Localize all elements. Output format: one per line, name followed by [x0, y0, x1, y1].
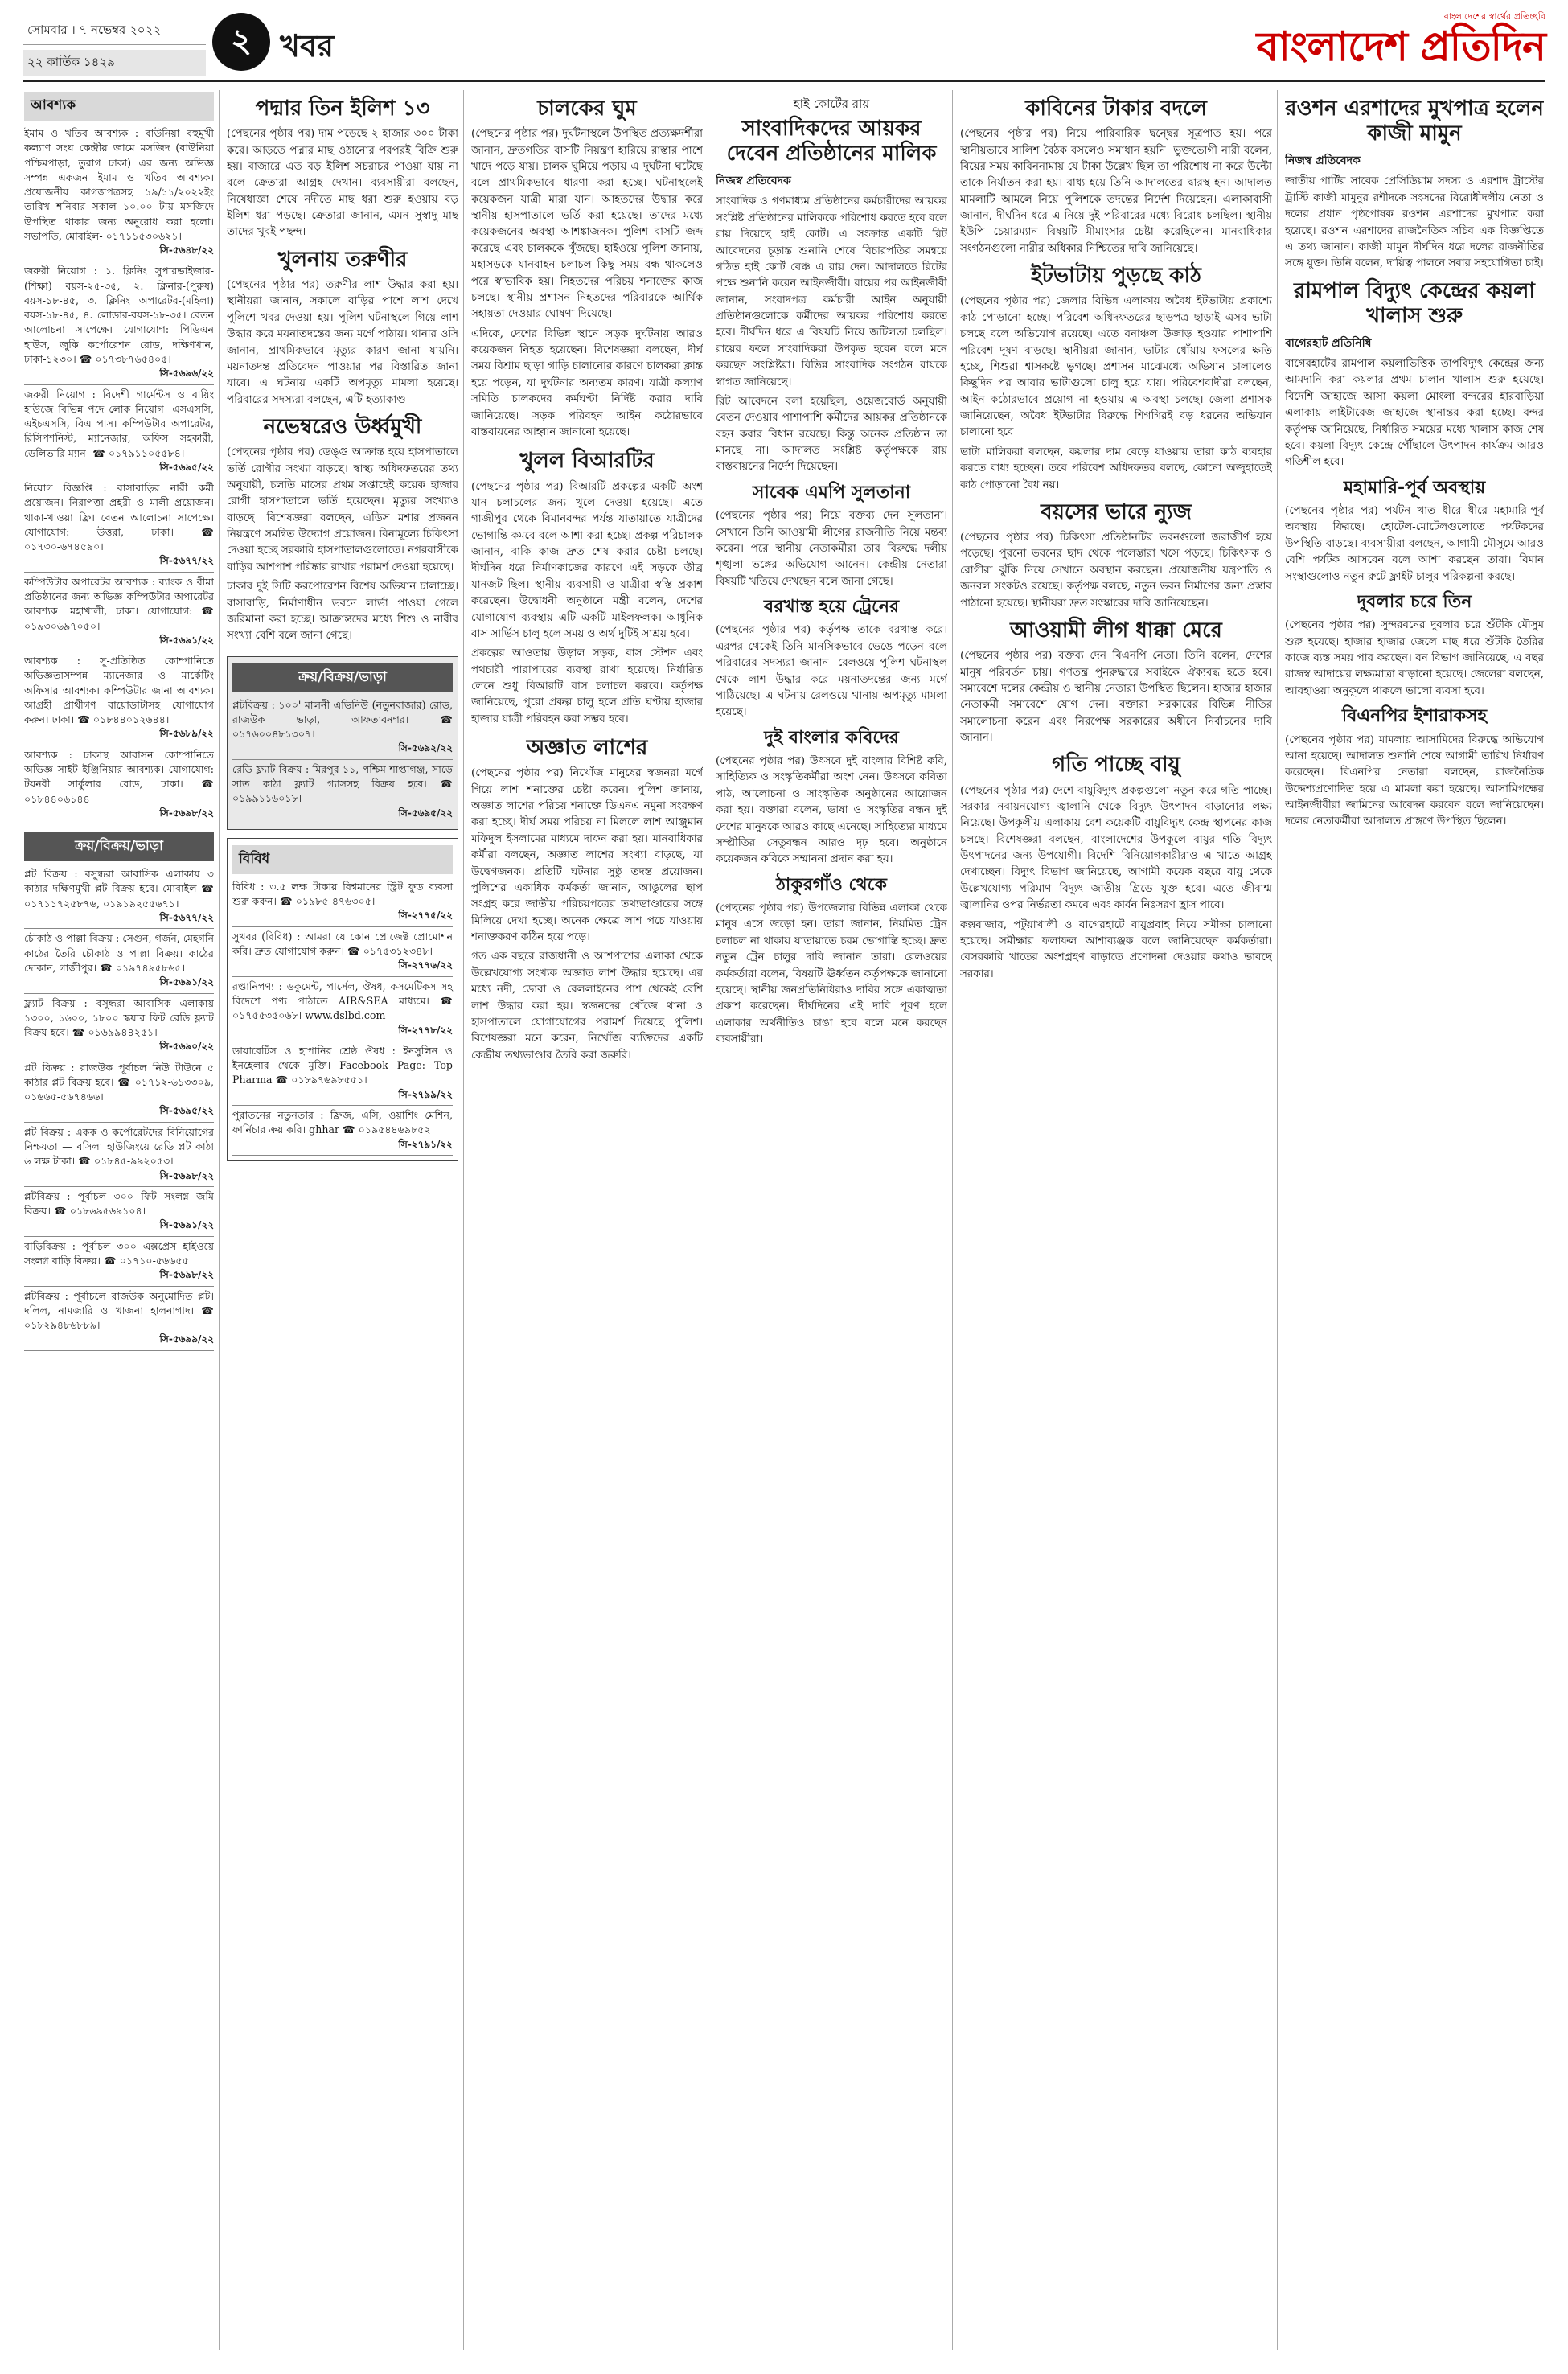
story-body: (পেছনের পৃষ্ঠার পর) তরুণীর লাশ উদ্ধার করা হয়। স্থানীয়রা জানান, সকালে বাড়ির পাশে লাশ দেখে পুলিশে খবর দেওয়া হয়। পুলিশ ঘটনাস্থলে গিয়ে লাশ উদ্ধার করে ময়নাতদন্তের জন্য মর্গে পাঠায়। থানার ওসি জানান, প্রাথমিকভাবে মৃত্যুর কারণ জানা যায়নি। ময়নাতদন্ত প্রতিবেদন পাওয়ার পর বিস্তারিত জানা যাবে। এ ঘটনায় একটি অপমৃত্যু মামলা হয়েছে। পরিবারের সদস্যরা বলছেন, এটি হত্যাকাণ্ড।: [227, 279, 458, 406]
classified-ad: [24, 478, 214, 573]
story-bnp-ishraq: [1285, 706, 1544, 831]
classified-ad: [232, 977, 453, 1041]
classified-ad-text: প্লট বিক্রয় : রাজউক পূর্বাচল নিউ টাউনে ৫ কাঠার প্লট বিক্রয় হবে। ☎ ০১৭১২-৬১৩৩০৯, ০১৬৬৫-৫৬৭৪৬৬।: [24, 1061, 214, 1103]
story-body: (পেছনের পৃষ্ঠার পর) চিকিৎসা প্রতিষ্ঠানটির ভবনগুলো জরাজীর্ণ হয়ে পড়েছে। পুরনো ভবনের ছাদ থেকে পলেস্তারা খসে পড়ছে। চিকিৎসক ও রোগীরা ঝুঁকি নিয়ে সেখানে অবস্থান করছেন। প্রয়োজনীয় যন্ত্রপাতি ও জনবল সংকটও রয়েছে। কর্তৃপক্ষ বলছে, নতুন ভবন নির্মাণের জন্য প্রস্তাব পাঠানো হয়েছে। স্থানীয়রা দ্রুত সংস্কারের দাবি জানিয়েছেন।: [960, 532, 1272, 610]
headline: আওয়ামী লীগ ধাক্কা মেরে: [1010, 618, 1222, 643]
classified-ad-code: সি-৫৬৯৫/২২: [398, 807, 453, 819]
byline: নিজস্ব প্রতিবেদক: [716, 175, 791, 188]
classified-ad: [24, 929, 214, 993]
column-divider: [952, 90, 953, 2350]
classified-box: [227, 656, 458, 830]
classified-ad-text: ফ্ল্যাট বিক্রয় : বসুন্ধরা আবাসিক এলাকায় ১৩০০, ১৬০০, ১৮০০ স্কয়ার ফিট রেডি ফ্ল্যাট বিক্রয় হবে। ☎ ০১৬৯৯৪৪২৫১।: [24, 996, 214, 1039]
story-body: (পেছনের পৃষ্ঠার পর) উৎসবে দুই বাংলার বিশিষ্ট কবি, সাহিত্যিক ও সংস্কৃতিকর্মীরা অংশ নেন। উৎসবে কবিতা পাঠ, আলোচনা ও সাংস্কৃতিক অনুষ্ঠানের আয়োজন করা হয়। বক্তারা বলেন, ভাষা ও সংস্কৃতির বন্ধন দুই দেশের মানুষকে আরও কাছে এনেছে। সাহিত্যের মাধ্যমে সম্প্রীতির সেতুবন্ধন আরও দৃঢ় হবে। অনুষ্ঠানে কয়েকজন কবিকে সম্মাননা প্রদান করা হয়।: [716, 755, 947, 866]
headline: পদ্মার তিন ইলিশ ১৩: [255, 97, 430, 121]
headline: খুলল বিআরটির: [519, 449, 655, 474]
story-body: (পেছনের পৃষ্ঠার পর) কর্তৃপক্ষ তাকে বরখাস্ত করে। এরপর থেকেই তিনি মানসিকভাবে ভেঙে পড়েন বলে পরিবারের সদস্যরা জানান। রেলওয়ে পুলিশ ঘটনাস্থল থেকে লাশ উদ্ধার করে ময়নাতদন্তের জন্য মর্গে পাঠিয়েছে। এ ঘটনায় রেলওয়ে থানায় অপমৃত্যু মামলা হয়েছে।: [716, 624, 947, 719]
classified-ad-text: নিয়োগ বিজ্ঞপ্তি : বাসাবাড়ির নারী কর্মী প্রয়োজন। নিরাপত্তা প্রহরী ও মালী প্রয়োজন। থাকা-খাওয়া ফ্রি। বেতন আলোচনা সাপেক্ষে। যোগাযোগ: উত্তরা, ঢাকা। ☎ ০১৭৩০-৬৭৪৫৯০।: [24, 482, 214, 553]
story-body: এদিকে, দেশের বিভিন্ন স্থানে সড়ক দুর্ঘটনায় আরও কয়েকজন নিহত হয়েছেন। বিশেষজ্ঞরা বলছেন, দীর্ঘ সময় বিশ্রাম ছাড়া গাড়ি চালানোর কারণে চালকরা ক্লান্ত হয়ে পড়েন, যা দুর্ঘটনার অন্যতম কারণ। যাত্রী কল্যাণ সমিতি চালকদের কর্মঘণ্টা নির্দিষ্ট করার দাবি জানিয়েছে। সড়ক পরিবহন আইন কঠোরভাবে বাস্তবায়নের আহ্বান জানানো হয়েছে।: [471, 327, 703, 438]
classified-ad-code: সি-৫৬৯১/২২: [159, 1219, 214, 1231]
story-two-bengal-poets: [716, 728, 947, 869]
classified-ad: [24, 1123, 214, 1187]
headline: গতি পাচ্ছে বায়ু: [1052, 753, 1180, 778]
date-box: [23, 18, 206, 76]
classified-ad-code: সি-৫৬৯১/২২: [159, 634, 214, 646]
headline: খুলনায় তরুণীর: [277, 247, 408, 272]
headline: নভেম্বরেও উর্ধ্বমুখী: [263, 415, 422, 439]
story-old-age: [960, 500, 1272, 612]
classified-ad: [24, 124, 214, 261]
story-dismissed-train: [716, 597, 947, 721]
classified-ad-code: সি-৫৬৮৯/২২: [159, 728, 214, 740]
story-rowshan-ershad: [1285, 97, 1544, 273]
story-body: (পেছনের পৃষ্ঠার পর) সুন্দরবনের দুবলার চরে শুঁটকি মৌসুম শুরু হয়েছে। হাজার হাজার জেলে মাছ ধরে শুঁটকি তৈরির কাজে ব্যস্ত সময় পার করছেন। বন বিভাগ জানিয়েছে, এ বছর রাজস্ব আদায়ের লক্ষ্যমাত্রা বাড়ানো হয়েছে। জেলেরা বলছেন, আবহাওয়া অনুকূলে থাকলে ভালো ব্যবসা হবে।: [1285, 619, 1544, 697]
masthead: [23, 8, 1545, 82]
classified-ad-code: সি-৫৬৯৮/২২: [159, 1269, 214, 1281]
classified-ad: [24, 573, 214, 651]
classified-ad-text: চৌকাঠ ও পাল্লা বিক্রয় : সেগুন, গর্জন, মেহগনি কাঠের তৈরি চৌকাঠ ও পাল্লা বিক্রয়। কাঠের দোকান, গাজীপুর। ☎ ০১৯৭৪৯৫৮৬৫।: [24, 932, 214, 974]
classified-ad-code: সি-২৭৯১/২২: [398, 1138, 453, 1150]
story-kabin: [960, 97, 1272, 257]
story-dengue: [227, 415, 458, 645]
classified-header-buy-sell: ক্রয়/বিক্রয়/ভাড়া: [24, 832, 214, 861]
classified-ad-code: সি-২৭৭৮/২২: [398, 1024, 453, 1036]
story-rampal: [1285, 279, 1544, 471]
classified-ad: [24, 261, 214, 384]
classified-ad-text: প্লট বিক্রয় : বসুন্ধরা আবাসিক এলাকায় ৩ কাঠার দক্ষিণমুখী প্লট বিক্রয় হবে। মোবাইল ☎ ০১৭১১৭২৫৮৭৬, ০১৯১৯২৫৫৬৭১।: [24, 868, 214, 910]
classified-ad-code: সি-৫৬৯০/২২: [159, 1041, 214, 1053]
story-body: (পেছনের পৃষ্ঠার পর) নিয়ে বক্তব্য দেন সুলতানা। সেখানে তিনি আওয়ামী লীগের রাজনীতি নিয়ে মন্তব্য করেন। পরে স্থানীয় নেতাকর্মীরা তার বিরুদ্ধে দলীয় শৃঙ্খলা ভঙ্গের অভিযোগ আনেন। কেন্দ্রীয় নেতারা বিষয়টি খতিয়ে দেখছেন বলে জানা গেছে।: [716, 510, 947, 588]
classified-ad: [232, 927, 453, 977]
story-khulna: [227, 248, 458, 409]
misc-header: বিবিধ: [232, 845, 453, 874]
story-body: সাংবাদিক ও গণমাধ্যম প্রতিষ্ঠানের কর্মচারীদের আয়কর সংশ্লিষ্ট প্রতিষ্ঠানের মালিককে পরিশোধ করতে হবে বলে রায় দিয়েছে হাই কোর্ট। এ সংক্রান্ত একটি রিট আবেদনের চূড়ান্ত শুনানি শেষে বিচারপতির সমন্বয়ে গঠিত হাই কোর্ট বেঞ্চ এ রায় দেন। আদালতে রিটের পক্ষে শুনানি করেন আইনজীবী। রায়ের পর আইনজীবী জানান, সংবাদপত্র কর্মচারী আইন অনুযায়ী প্রতিষ্ঠানগুলোকে কর্মীদের আয়কর পরিশোধ করতে হবে। দীর্ঘদিন ধরে এ বিষয়টি নিয়ে জটিলতা চলছিল। রায়ের ফলে সাংবাদিকরা উপকৃত হবেন বলে মনে করছেন সংশ্লিষ্টরা। বিভিন্ন সাংবাদিক সংগঠন রায়কে স্বাগত জানিয়েছে।: [716, 195, 947, 388]
classified-ad-text: আবশ্যক : ঢাকাস্থ আবাসন কোম্পানিতে অভিজ্ঞ সাইট ইঞ্জিনিয়ার আবশ্যক। যোগাযোগ: টয়নবী সার্কুলার রোড, ঢাকা। ☎ ০১৮৪৪০৬১৪৪।: [24, 748, 214, 805]
newspaper-logo: [1256, 10, 1545, 69]
classified-ad: [24, 385, 214, 479]
story-body: (পেছনের পৃষ্ঠার পর) নিখোঁজ মানুষের স্বজনরা মর্গে গিয়ে লাশ শনাক্তের চেষ্টা করেন। পুলিশ জানায়, অজ্ঞাত লাশের পরিচয় শনাক্তে ডিএনএ নমুনা সংরক্ষণ করা হচ্ছে। দীর্ঘ সময় পরিচয় না মিললে লাশ আঞ্জুমান মফিদুল ইসলামের মাধ্যমে দাফন করা হয়। মানবাধিকার কর্মীরা বলছেন, অজ্ঞাত লাশের সংখ্যা বাড়ছে, যা উদ্বেগজনক। প্রতিটি ঘটনার সুষ্ঠু তদন্ত প্রয়োজন। পুলিশের একাধিক কর্মকর্তা জানান, আঙুলের ছাপ সংগ্রহ করে জাতীয় পরিচয়পত্রের তথ্যভাণ্ডারের সঙ্গে মিলিয়ে দেখা হচ্ছে। অনেক ক্ষেত্রে লাশ পচে যাওয়ায় শনাক্তকরণ কঠিন হয়ে পড়ে।: [471, 767, 703, 944]
classified-ad-code: সি-২৭৭৫/২২: [398, 910, 453, 922]
column-divider: [219, 90, 220, 2350]
headline: বিএনপির ইশারাকসহ: [1341, 706, 1488, 727]
misc-box: [227, 838, 458, 1161]
classified-ad-code: সি-২৭৭৬/২২: [398, 959, 453, 971]
classified-ad-text: প্লটবিক্রয় : পূর্বাচলে রাজউক অনুমোদিত প্লট। দলিল, নামজারি ও খাজনা হালনাগাদ। ☎ ০১৮২৯৪৮৬৮৮৯।: [24, 1289, 214, 1332]
brand-tagline: বাংলাদেশের স্বার্থের প্রতিচ্ছবি: [1443, 11, 1545, 22]
classified-ad: [232, 696, 453, 760]
story-body: (পেছনের পৃষ্ঠার পর) জেলার বিভিন্ন এলাকায় অবৈধ ইটভাটায় প্রকাশ্যে কাঠ পোড়ানো হচ্ছে। পরিবেশ অধিদফতরের ছাড়পত্র ছাড়াই এসব ভাটা চলছে বলে অভিযোগ রয়েছে। এতে বনাঞ্চল উজাড় হওয়ার পাশাপাশি পরিবেশ দূষণ বাড়ছে। স্থানীয়রা জানান, ভাটার ধোঁয়ায় ফসলের ক্ষতি হচ্ছে, শিশুরা শ্বাসকষ্টে ভুগছে। প্রশাসন মাঝেমধ্যে অভিযান চালালেও কিছুদিন পর আবার ভাটাগুলো চালু হয়ে যায়। পরিবেশবাদীরা বলছেন, আইন কঠোরভাবে প্রয়োগ না হওয়ায় এ অবস্থা চলছে। জেলা প্রশাসক জানিয়েছেন, অবৈধ ইটভাটার বিরুদ্ধে শিগগিরই বড় ধরনের অভিযান চালানো হবে।: [960, 295, 1272, 439]
story-body: (পেছনের পৃষ্ঠার পর) পর্যটন খাত ধীরে ধীরে মহামারি-পূর্ব অবস্থায় ফিরছে। হোটেল-মোটেলগুলোতে পর্যটকদের উপস্থিতি বাড়ছে। ব্যবসায়ীরা বলছেন, আগামী মৌসুমে আরও বেশি পর্যটক আসবেন বলে আশা করছেন তারা। বিমান সংস্থাগুলোও নতুন রুটে ফ্লাইট চালুর পরিকল্পনা করছে।: [1285, 505, 1544, 583]
story-thakurgaon: [716, 875, 947, 1049]
headline: দুবলার চরে তিন: [1357, 591, 1472, 612]
headline: সাবেক এমপি সুলতানা: [752, 482, 911, 503]
classified-ad-text: কম্পিউটার অপারেটর আবশ্যক : ব্যাংক ও বীমা প্রতিষ্ঠানের জন্য অভিজ্ঞ কম্পিউটার অপারেটর আবশ্যক। মহাখালী, ঢাকা। যোগাযোগ: ☎ ০১৯৩০৬৯৭০৫০।: [24, 575, 214, 632]
classified-ad-code: সি-৫৬৯৮/২২: [159, 1169, 214, 1181]
classified-ad-text: জরুরী নিয়োগ : বিদেশী গার্মেন্টস ও বায়িং হাউজে বিভিন্ন পদে লোক নিয়োগ। এসএসসি, এইচএসসি, বিএ পাস। কম্পিউটার অপারেটর, রিসিপশনিস্ট, ম্যানেজার, অফিস সহকারী, ডেলিভারি ম্যান। ☎ ০১৭৯১১০৫৫৮৪।: [24, 388, 214, 459]
story-body: জাতীয় পার্টির সাবেক প্রেসিডিয়াম সদস্য ও এরশাদ ট্রাস্টের ট্রাস্টি কাজী মামুনুর রশীদকে সংসদের বিরোধীদলীয় নেতা ও দলের প্রধান পৃষ্ঠপোষক রওশন এরশাদের মুখপাত্র করা হয়েছে। রওশন এরশাদের রাজনৈতিক সচিব এক বিজ্ঞপ্তিতে এ তথ্য জানান। কাজী মামুন দীর্ঘদিন ধরে দলের রাজনীতির সঙ্গে যুক্ত। তিনি বলেন, দায়িত্ব পালনে সবার সহযোগিতা চাই।: [1285, 175, 1544, 270]
column-divider: [1277, 90, 1278, 2350]
classified-ad-text: প্লট বিক্রয় : একক ও কর্পোরেটদের বিনিয়োগের নিশ্চয়তা — বসিলা হাউজিংয়ে রেডি প্লট কাঠা ৬ লক্ষ টাকা। ☎ ০১৮৪৫-৯৯২০৫৩।: [24, 1125, 214, 1168]
story-body: (পেছনের পৃষ্ঠার পর) মামলায় আসামিদের বিরুদ্ধে অভিযোগ আনা হয়েছে। আদালত শুনানি শেষে আগামী তারিখ নির্ধারণ করেছেন। বিএনপির নেতারা বলছেন, রাজনৈতিক উদ্দেশ্যপ্রণোদিত হয়ে এ মামলা করা হয়েছে। আসামিপক্ষের আইনজীবীরা জামিনের আবেদন করবেন বলে জানিয়েছেন। দলের নেতাকর্মীরা আদালত প্রাঙ্গণে উপস্থিত ছিলেন।: [1285, 733, 1544, 828]
story-brt: [471, 449, 703, 728]
story-body: (পেছনের পৃষ্ঠার পর) নিয়ে পারিবারিক দ্বন্দ্বের সূত্রপাত হয়। পরে স্থানীয়ভাবে সালিশ বৈঠক বসলেও সমাধান হয়নি। ভুক্তভোগী নারী বলেন, বিয়ের সময় কাবিননামায় যে টাকা উল্লেখ ছিল তা পরিশোধ না করে উল্টো তাকে নির্যাতন করা হয়। বাধ্য হয়ে তিনি আদালতের দ্বারস্থ হন। আদালত মামলাটি আমলে নিয়ে পুলিশকে তদন্তের নির্দেশ দিয়েছেন। এলাকাবাসী জানান, দীর্ঘদিন ধরে এ নিয়ে দুই পরিবারের মধ্যে বিরোধ চলছিল। স্থানীয় ইউপি চেয়ারম্যান বিষয়টি মীমাংসার চেষ্টা করেছিলেন। মানবাধিকার সংগঠনগুলো নারীর অধিকার নিশ্চিতের দাবি জানিয়েছে।: [960, 128, 1272, 255]
classified-ad-text: বাড়িবিক্রয় : পূর্বাচল ৩০০ এক্সপ্রেস হাইওয়ে সংলগ্ন বাড়ি বিক্রয়। ☎ ০১৭১০-৫৬৬৫৫।: [24, 1239, 214, 1267]
classified-ad-code: সি-২৭৯৯/২২: [398, 1088, 453, 1100]
story-pre-pandemic: [1285, 478, 1544, 585]
story-body: (পেছনের পৃষ্ঠার পর) উপজেলার বিভিন্ন এলাকা থেকে মানুষ এসে জড়ো হন। তারা জানান, নিয়মিত ট্রেন চলাচল না থাকায় যাতায়াতে চরম ভোগান্তি হচ্ছে। দ্রুত নতুন ট্রেন চালুর দাবি জানান তারা। রেলওয়ের কর্মকর্তারা বলেন, বিষয়টি ঊর্ধ্বতন কর্তৃপক্ষকে জানানো হয়েছে। স্থানীয় জনপ্রতিনিধিরাও দাবির সঙ্গে একাত্মতা প্রকাশ করেছেন। দীর্ঘদিনের এই দাবি পূরণ হলে এলাকার অর্থনীতিও চাঙা হবে বলে মনে করছেন ব্যবসায়ীরা।: [716, 902, 947, 1046]
classified-ad-code: সি-৫৬৯৯/২২: [159, 1333, 214, 1345]
classified-list-buy-sell: [24, 865, 214, 1351]
story-awami-league: [960, 618, 1272, 746]
byline: বাগেরহাট প্রতিনিধি: [1285, 337, 1372, 350]
news-column-3: [471, 90, 703, 2350]
story-body: বাগেরহাটের রামপাল কয়লাভিত্তিক তাপবিদ্যুৎ কেন্দ্রের জন্য আমদানি করা কয়লার প্রথম চালান খালাস শুরু হয়েছে। বিদেশি জাহাজে আসা কয়লা মোংলা বন্দরের হারবাড়িয়া এলাকায় লাইটারেজ জাহাজে স্থানান্তর করা হচ্ছে। বন্দর কর্তৃপক্ষ জানিয়েছে, নির্ধারিত সময়ের মধ্যে খালাস কাজ শেষ হবে। কয়লা বিদ্যুৎ কেন্দ্রে পৌঁছালে উৎপাদন কার্যক্রম আরও গতিশীল হবে।: [1285, 358, 1544, 469]
classifieds-column: [24, 90, 214, 2350]
headline: রওশন এরশাদের মুখপাত্র হলেন কাজী মামুন: [1285, 97, 1544, 146]
news-column-2: [227, 90, 458, 2350]
story-wind-power: [960, 753, 1272, 983]
story-body: ভাটা মালিকরা বলছেন, কয়লার দাম বেড়ে যাওয়ায় তারা কাঠ ব্যবহার করতে বাধ্য হচ্ছেন। তবে পরিবেশ অধিদফতর বলছে, কোনো অজুহাতেই কাঠ পোড়ানো বৈধ নয়।: [960, 446, 1272, 491]
classified-ad-text: আবশ্যক : সু-প্রতিষ্ঠিত কোম্পানিতে অভিজ্ঞতাসম্পন্ন ম্যানেজার ও মার্কেটিং অফিসার আবশ্যক। কম্পিউটার জানা আবশ্যক। আগ্রহী প্রার্থীগণ বায়োডাটাসহ যোগাযোগ করুন। ঢাকা। ☎ ০১৮৪৪০১২৬৪৪।: [24, 655, 214, 726]
classified-ad: [24, 1187, 214, 1237]
story-unknown-bodies: [471, 736, 703, 1064]
classified-ad: [232, 1041, 453, 1106]
story-driver-sleep: [471, 97, 703, 441]
classified-ad: [24, 865, 214, 929]
classified-ad-code: সি-৫৬৯২/২২: [398, 742, 453, 754]
classified-ad: [24, 651, 214, 745]
classified-ad: [24, 1237, 214, 1287]
story-padma-hilsa: [227, 97, 458, 241]
headline: কাবিনের টাকার বদলে: [1025, 97, 1207, 121]
classified-ad-code: সি-৫৬৯৫/২২: [159, 461, 214, 473]
headline: চালকের ঘুম: [537, 97, 637, 121]
classified-header-jobs: আবশ্যক: [24, 92, 214, 121]
classified-ad: [232, 1106, 453, 1156]
classified-ad-text: ডায়াবেটিস ও হাপানির শ্রেষ্ঠ ঔষধ : ইনসুলিন ও ইনহেলার থেকে মুক্তি। Facebook Page: Top Pharma ☎ ০১৮৯৭৬৯৮৫৫১।: [232, 1044, 453, 1086]
headline: বরখাস্ত হয়ে ট্রেনের: [763, 597, 900, 618]
story-body: (পেছনের পৃষ্ঠার পর) বিআরটি প্রকল্পের একটি অংশ যান চলাচলের জন্য খুলে দেওয়া হয়েছে। এতে গাজীপুর থেকে বিমানবন্দর পর্যন্ত যাতায়াতে যাত্রীদের ভোগান্তি কমবে বলে আশা করা হচ্ছে। প্রকল্প পরিচালক জানান, বাকি কাজ দ্রুত শেষ করার চেষ্টা চলছে। দীর্ঘদিন ধরে নির্মাণকাজের কারণে এই সড়কে তীব্র যানজট ছিল। স্থানীয় ব্যবসায়ী ও যাত্রীরা স্বস্তি প্রকাশ করেছেন। উদ্বোধনী অনুষ্ঠানে মন্ত্রী বলেন, দেশের যোগাযোগ ব্যবস্থায় এটি একটি মাইলফলক। আধুনিক বাস সার্ভিস চালু হলে সময় ও অর্থ দুটিই সাশ্রয় হবে।: [471, 480, 703, 640]
classified-header: ক্রয়/বিক্রয়/ভাড়া: [232, 663, 453, 692]
column-divider: [463, 90, 464, 2350]
news-column-6: [1285, 90, 1544, 2350]
headline: মহামারি-পূর্ব অবস্থায়: [1343, 477, 1486, 498]
misc-list: [232, 877, 453, 1156]
headline: বয়সের ভারে ন্যুজ: [1041, 499, 1192, 524]
classified-ad-text: ইমাম ও খতিব আবশ্যক : বাউনিয়া বহুমুখী কল্যাণ সংঘ কেন্দ্রীয় জামে মসজিদ (বাউনিয়া পশ্চিমপাড়া, তুরাগ ঢাকা) এর জন্য অভিজ্ঞ সম্পন্ন একজন ইমাম ও খতিব আবশ্যক। প্রয়োজনীয় কাগজপত্রসহ ১৯/১১/২০২২ইং তারিখ শনিবার সকাল ১০.০০ টায় মসজিদে উপস্থিত থাকার জন্য অনুরোধ করা হলো। সভাপতি, মোবাইল- ০১৭১১৫৩০৬২১।: [24, 127, 214, 242]
classified-ad-text: জরুরী নিয়োগ : ১. ক্লিনিং সুপারভাইজার-(শিক্ষা) বয়স-২৫-৩৫, ২. ক্লিনার-(পুরুষ) বয়স-১৮-৪৫, ৩. ক্লিনিং অপারেটর-(মহিলা) বয়স-১৮-৪৫, ৪. লোডার-বয়স-১৮-৩৫। বেতন আলোচনা সাপেক্ষে। যোগাযোগ: পিডিএন হাউস, জুকি কর্পোরেশন রোড, দক্ষিণখান, ঢাকা-১২৩০। ☎ ০১৭৩৮৭৬৫৪০৫।: [24, 265, 214, 365]
story-body: (পেছনের পৃষ্ঠার পর) দেশে বায়ুবিদ্যুৎ প্রকল্পগুলো নতুন করে গতি পাচ্ছে। সরকার নবায়নযোগ্য জ্বালানি থেকে বিদ্যুৎ উৎপাদন বাড়ানোর লক্ষ্য নিয়েছে। উপকূলীয় এলাকায় বেশ কয়েকটি বায়ুবিদ্যুৎ কেন্দ্র স্থাপনের কাজ চলছে। বিশেষজ্ঞরা বলছেন, বাংলাদেশের উপকূলে বায়ুর গতি বিদ্যুৎ উৎপাদনের জন্য উপযোগী। বিদেশি বিনিয়োগকারীরাও এ খাতে আগ্রহ দেখাচ্ছেন। বিদ্যুৎ বিভাগ জানিয়েছে, আগামী কয়েক বছরে বায়ু থেকে উল্লেখযোগ্য পরিমাণ বিদ্যুৎ জাতীয় গ্রিডে যুক্ত হবে। এতে জীবাশ্ম জ্বালানির ওপর নির্ভরতা কমবে এবং কার্বন নিঃসরণ হ্রাস পাবে।: [960, 784, 1272, 912]
story-body: (পেছনের পৃষ্ঠার পর) দাম পড়েছে ২ হাজার ৩০০ টাকা করে। আড়তে পদ্মার মাছ ওঠানোর পরপরই বিক্রি শুরু হয়। বাজারে এত বড় ইলিশ সচরাচর পাওয়া যায় না বলে ক্রেতারা আগ্রহ দেখান। ব্যবসায়ীরা বলছেন, নিষেধাজ্ঞা শেষে নদীতে মাছ ধরা শুরু হওয়ায় বড় ইলিশ ধরা পড়ছে। ক্রেতারা জানান, এমন সুস্বাদু মাছ তাদের খুবই পছন্দ।: [227, 128, 458, 239]
kicker: হাই কোর্টের রায়: [793, 97, 870, 111]
classified-ad-text: সুখবর (বিবিধ) : আমরা যে কোন প্রোজেক্ট প্রোমোশন করি। দ্রুত যোগাযোগ করুন। ☎ ০১৭৫৩১২৩৪৮।: [232, 930, 453, 958]
story-dublar-char: [1285, 592, 1544, 700]
classified-ad-code: সি-৫৬৯৮/২২: [159, 807, 214, 819]
brand-name-part2: প্রতিদিন: [1420, 23, 1545, 70]
headline: সাংবাদিকদের আয়কর দেবেন প্রতিষ্ঠানের মালিক: [726, 117, 937, 166]
story-former-mp: [716, 483, 947, 590]
headline: ঠাকুরগাঁও থেকে: [776, 874, 887, 895]
classified-ad-code: সি-৫৬৪৮/২২: [159, 244, 214, 256]
story-body: (পেছনের পৃষ্ঠার পর) দুর্ঘটনাস্থলে উপস্থিত প্রত্যক্ষদর্শীরা জানান, দ্রুতগতির বাসটি নিয়ন্ত্রণ হারিয়ে রাস্তার পাশে খাদে পড়ে যায়। চালক ঘুমিয়ে পড়ায় এ দুর্ঘটনা ঘটেছে বলে প্রাথমিকভাবে ধারণা করা হচ্ছে। ঘটনাস্থলেই কয়েকজন যাত্রী মারা যান। আহতদের উদ্ধার করে স্থানীয় হাসপাতালে ভর্তি করা হয়েছে। তাদের মধ্যে কয়েকজনের অবস্থা আশঙ্কাজনক। পুলিশ বাসটি জব্দ করেছে এবং চালককে খুঁজছে। হাইওয়ে পুলিশ জানায়, মহাসড়কে যানবাহন চলাচল কিছু সময় বন্ধ থাকলেও পরে স্বাভাবিক হয়। নিহতদের পরিচয় শনাক্তের কাজ চলছে। স্থানীয় প্রশাসন নিহতদের পরিবারকে আর্থিক সহায়তা দেওয়ার ঘোষণা দিয়েছে।: [471, 128, 703, 321]
news-column-4: [716, 90, 947, 2350]
classified-ad-text: রপ্তানিপণ্য : ডকুমেন্ট, পার্সেল, ঔষধ, কসমেটিকস সহ বিদেশে পণ্য পাঠাতে AIR&SEA মাধ্যমে। ☎ ০১৭৫৫৩৫০৬৮। www.dslbd.com: [232, 980, 453, 1022]
story-journalist-tax: [716, 95, 947, 476]
classified-ad-text: রেডি ফ্ল্যাট বিক্রয় : মিরপুর-১১, পশ্চিম শাপ্তাগঞ্জ, সাড়ে সাত কাঠা ফ্ল্যাট গ্যাসসহ বিক্রয় হবে। ☎ ০১৯৯১১৬০১৮।: [232, 762, 453, 805]
story-body: গত এক বছরে রাজধানী ও আশপাশের এলাকা থেকে উল্লেখযোগ্য সংখ্যক অজ্ঞাত লাশ উদ্ধার হয়েছে। এর মধ্যে নদী, ডোবা ও রেললাইনের পাশ থেকেই বেশি লাশ উদ্ধার করা হয়। স্বজনদের খোঁজে থানা ও হাসপাতালে যোগাযোগের পরামর্শ দিয়েছে পুলিশ। বিশেষজ্ঞরা মনে করেন, নিখোঁজ ব্যক্তিদের একটি কেন্দ্রীয় তথ্যভাণ্ডার তৈরি করা জরুরি।: [471, 951, 703, 1062]
classified-ad: [24, 745, 214, 824]
classified-ad: [232, 877, 453, 927]
classified-list: [232, 696, 453, 824]
brand-name-part1: বাংলাদেশ: [1256, 23, 1421, 70]
news-column-5: [960, 90, 1272, 2350]
classified-ad-code: সি-৫৬৭৭/২২: [159, 555, 214, 567]
classified-ad-code: সি-৫৬৯৬/২২: [159, 368, 214, 380]
story-body: (পেছনের পৃষ্ঠার পর) বক্তব্য দেন বিএনপি নেতা। তিনি বলেন, দেশের মানুষ পরিবর্তন চায়। গণতন্ত্র পুনরুদ্ধারে সবাইকে ঐক্যবদ্ধ হতে হবে। সমাবেশে দলের কেন্দ্রীয় ও স্থানীয় নেতারা উপস্থিত ছিলেন। হাজার হাজার নেতাকর্মী সমাবেশে যোগ দেন। বক্তারা সরকারের বিভিন্ন নীতির সমালোচনা করেন এবং নিরপেক্ষ সরকারের অধীনে নির্বাচনের দাবি জানান।: [960, 650, 1272, 744]
classified-ad: [24, 1287, 214, 1351]
headline: অজ্ঞাত লাশের: [526, 736, 648, 761]
classified-ad: [24, 1058, 214, 1123]
story-body: প্রকল্পের আওতায় উড়াল সড়ক, বাস স্টেশন এবং পথচারী পারাপারের ব্যবস্থা রাখা হয়েছে। নির্ধারিত লেনে শুধু বিআরটি বাস চলাচল করবে। কর্তৃপক্ষ জানিয়েছে, পুরো প্রকল্প চালু হলে প্রতি ঘণ্টায় হাজার হাজার যাত্রী পরিবহন করা সম্ভব হবে।: [471, 647, 703, 725]
classified-ad-text: প্লটবিক্রয় : ১০০' মালনী এভিনিউ (নতুনবাজার) রোড, রাজউক ভাড়া, আফতাবনগর। ☎ ০১৭৬০০৪৮১৩০৭।: [232, 698, 453, 741]
story-body: রিট আবেদনে বলা হয়েছিল, ওয়েজবোর্ড অনুযায়ী বেতন দেওয়ার পাশাপাশি কর্মীদের আয়কর প্রতিষ্ঠানকে বহন করার বিধান রয়েছে। কিন্তু অনেক প্রতিষ্ঠান তা মানছে না। আদালত সংশ্লিষ্ট কর্তৃপক্ষকে রায় বাস্তবায়নের নির্দেশ দিয়েছেন।: [716, 395, 947, 474]
classified-ad-code: সি-৫৬৭৭/২২: [159, 911, 214, 923]
date-bengali: ২২ কার্তিক ১৪২৯: [23, 50, 206, 76]
story-body: (পেছনের পৃষ্ঠার পর) ডেঙ্গু আক্রান্ত হয়ে হাসপাতালে ভর্তি রোগীর সংখ্যা বাড়ছে। স্বাস্থ্য অধিদফতরের তথ্য অনুযায়ী, চলতি মাসের প্রথম সপ্তাহেই কয়েক হাজার রোগী হাসপাতালে ভর্তি হয়েছেন। মৃত্যুর সংখ্যাও বাড়ছে। বিশেষজ্ঞরা বলছেন, এডিস মশার প্রজনন নিয়ন্ত্রণে সমন্বিত উদ্যোগ প্রয়োজন। বিনামূল্যে চিকিৎসা দেওয়া হচ্ছে সরকারি হাসপাতালগুলোতে। নগরবাসীকে বাড়ির আশপাশ পরিষ্কার রাখার পরামর্শ দেওয়া হয়েছে।: [227, 446, 458, 573]
headline: দুই বাংলার কবিদের: [764, 727, 899, 748]
section-title: খবর: [280, 28, 335, 64]
classified-ad-code: সি-৫৬৯১/২২: [159, 976, 214, 988]
story-body: কক্সবাজার, পটুয়াখালী ও বাগেরহাটে বায়ুপ্রবাহ নিয়ে সমীক্ষা চালানো হয়েছে। সমীক্ষার ফলাফল আশাব্যঞ্জক বলে জানিয়েছেন কর্মকর্তারা। বেসরকারি খাতের অংশগ্রহণ বাড়াতে প্রণোদনা দেওয়ার কথাও ভাবছে সরকার।: [960, 918, 1272, 980]
story-body: ঢাকার দুই সিটি করপোরেশন বিশেষ অভিযান চালাচ্ছে। বাসাবাড়ি, নির্মাণাধীন ভবনে লার্ভা পাওয়া গেলে জরিমানা করা হচ্ছে। আক্রান্তদের মধ্যে শিশু ও নারীর সংখ্যা বেশি বলে জানা গেছে।: [227, 581, 458, 643]
date-gregorian: সোমবার । ৭ নভেম্বর ২০২২: [23, 18, 206, 45]
byline: নিজস্ব প্রতিবেদক: [1285, 154, 1361, 168]
classified-ad: [24, 994, 214, 1058]
classified-list-jobs: [24, 124, 214, 824]
headline: ইটভাটায় পুড়ছে কাঠ: [1031, 264, 1201, 289]
classified-ad-code: সি-৫৬৯৫/২২: [159, 1105, 214, 1117]
classified-ad-text: বিবিধ : ৩.৫ লক্ষ টাকায় বিশ্বমানের স্ট্রিট ফুড ব্যবসা শুরু করুন। ☎ ০১৯৮৫-৪৭৬৩০৫।: [232, 880, 453, 908]
classified-ad-text: প্লটবিক্রয় : পূর্বাচল ৩০০ ফিট সংলগ্ন জমি বিক্রয়। ☎ ০১৮৬৯৫৬৯১০৪।: [24, 1189, 214, 1218]
page-number: ২: [212, 13, 270, 71]
brand-name: [1256, 25, 1545, 69]
story-brick-kiln: [960, 264, 1272, 494]
headline: রামপাল বিদ্যুৎ কেন্দ্রের কয়লা খালাস শুরু: [1294, 278, 1535, 328]
classified-ad-text: পুরাতনের নতুনতার : ফ্রিজ, এসি, ওয়াশিং মেশিন, ফার্নিচার ক্রয় করি। ghhar ☎ ০১৯৫৪৪৬৯৮৫২।: [232, 1109, 453, 1136]
classified-ad: [232, 760, 453, 824]
